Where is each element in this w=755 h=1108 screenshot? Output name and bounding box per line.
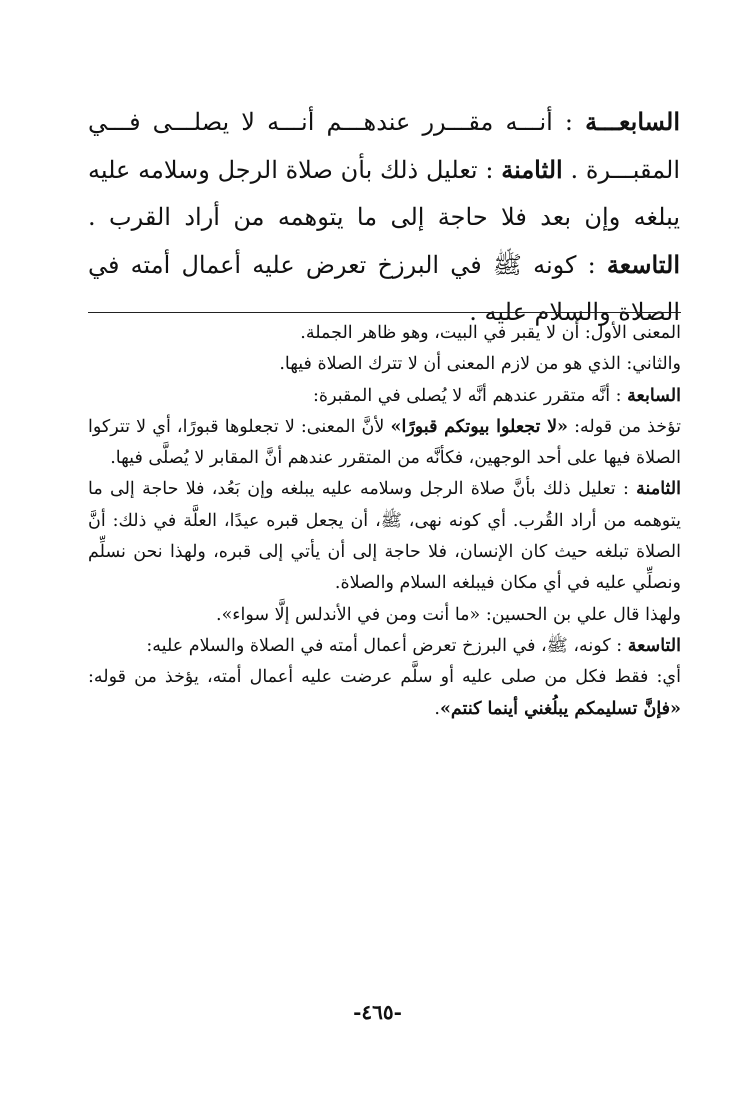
hadith-quote-graves: «لا تجعلوا بيوتكم قبورًا» (390, 416, 568, 437)
commentary-eighth (88, 474, 681, 599)
page-number: -٤٦٥- (353, 1000, 402, 1024)
commentary-ninth-text: : كونه، ﷺ، في البرزخ تعرض أعمال أمته في الصلاة والسلام عليه: (146, 635, 623, 656)
commentary-eighth-text: : تعليل ذلك بأنَّ صلاة الرجل وسلامه عليه يبلغه وإن بَعُد، فلا حاجة إلى ما يتوهمه من أراد القُرب. أي كونه نهى، ﷺ، أن يجعل قبره عيدًا، العلَّة في ذلك: أنَّ الصلاة تبلغه حيث كان الإنسان، فلا حاجة إلى أن يأتي إلى قبره، ولهذا نحن نسلِّم ونصلِّي عليه في أي مكان فيبلغه السلام والصلاة. (88, 479, 681, 594)
point-eighth-label: الثامنة (501, 155, 563, 184)
point-seventh-text: : أنـــه مقـــرر عندهـــم أنـــه لا يصلـــى فـــي المقبـــرة . (88, 108, 681, 184)
commentary-eighth-label: الثامنة (636, 479, 681, 500)
commentary-seventh-explanation (88, 412, 681, 475)
commentary-seventh (88, 381, 681, 412)
point-seventh-label: السابعـــة (585, 107, 681, 136)
commentary-ninth-end: . (434, 698, 440, 719)
main-text-block (88, 98, 680, 336)
commentary-ninth-explanation (88, 662, 681, 725)
commentary-seventh-text: : أنَّه متقرر عندهم أنَّه لا يُصلى في المقبرة: (313, 385, 622, 406)
commentary-seventh-intro: تؤخذ من قوله: (574, 416, 681, 437)
point-ninth-text: : كونه ﷺ في البرزخ تعرض عليه أعمال أمته في الصلاة والسلام عليه . (88, 251, 680, 326)
main-paragraph (88, 98, 680, 336)
point-ninth-label: التاسعة (606, 250, 680, 279)
footnote-divider (88, 312, 681, 313)
commentary-ninth-label: التاسعة (627, 635, 681, 656)
commentary-ninth (88, 631, 681, 662)
commentary-seventh-body: لأنَّ المعنى: لا تجعلوها قبورًا، أي لا تتركوا الصلاة فيها على أحد الوجهين، فكأنَّه من المتقرر عندهم أنَّ المقابر لا يُصلَّى فيها. (88, 416, 681, 469)
hadith-quote-greeting: «فإنَّ تسليمكم يبلُغني أينما كنتم» (439, 698, 681, 719)
point-eighth-text: : تعليل ذلك بأن صلاة الرجل وسلامه عليه يبلغه وإن بعد فلا حاجة إلى ما يتوهمه من أراد القرب . (88, 156, 680, 231)
commentary-block (88, 318, 681, 725)
commentary-first-meaning: المعنى الأول: أن لا يقبر في البيت، وهو ظاهر الجملة. (300, 323, 681, 343)
commentary-ninth-intro: أي: فقط فكل من صلى عليه أو سلَّم عرضت عليه أعمال أمته، يؤخذ من قوله: (88, 667, 681, 688)
commentary-second-meaning: والثاني: الذي هو من لازم المعنى أن لا تترك الصلاة فيها. (279, 354, 681, 375)
commentary-ali-quote: ولهذا قال علي بن الحسين: «ما أنت ومن في الأندلس إلَّا سواء». (216, 604, 681, 625)
commentary-seventh-label: السابعة (627, 385, 681, 406)
